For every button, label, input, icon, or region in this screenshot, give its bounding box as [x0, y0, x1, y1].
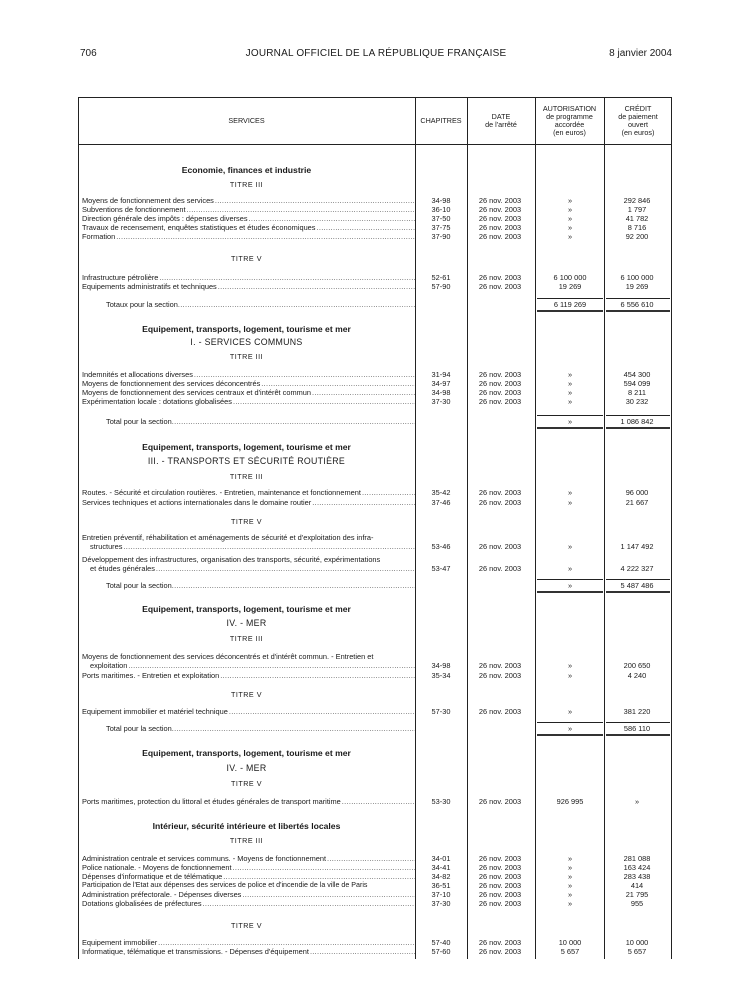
row-credit: 6 100 000 [620, 273, 654, 282]
row-credit: 92 200 [625, 232, 649, 241]
subsection-heading: III. - TRANSPORTS ET SÉCURITÉ ROUTIÈRE [147, 456, 346, 466]
row-date: 26 nov. 2003 [478, 223, 522, 232]
titre-heading: TITRE V [230, 517, 263, 526]
row-date: 26 nov. 2003 [478, 370, 522, 379]
row-chapitre: 36-10 [431, 205, 451, 214]
row-autorisation: » [567, 214, 573, 223]
row-label: Informatique, télématique et transmissions. - Dépenses d'équipement ..... [82, 947, 415, 956]
titre-heading: TITRE III [229, 180, 264, 189]
row-chapitre: 57-30 [431, 707, 451, 716]
titre-heading: TITRE V [230, 254, 263, 263]
row-autorisation: » [567, 872, 573, 881]
row-chapitre: 34-41 [431, 863, 451, 872]
row-date: 26 nov. 2003 [478, 947, 522, 956]
row-credit: 19 269 [625, 282, 649, 291]
row-label: Dotations globalisées de préfectures ..... [82, 899, 415, 908]
row-date: 26 nov. 2003 [478, 282, 522, 291]
total-autorisation: 6 119 269 [553, 300, 587, 309]
row-chapitre: 31-94 [431, 370, 451, 379]
titre-heading: TITRE V [230, 690, 263, 699]
total-credit: 5 487 486 [620, 581, 654, 590]
row-chapitre: 57-60 [431, 947, 451, 956]
col-header-autorisation: AUTORISATION de programme accordée (en euros) [542, 103, 597, 137]
total-autorisation: » [567, 581, 573, 590]
row-credit: 283 438 [623, 872, 651, 881]
row-chapitre: 37-75 [431, 223, 451, 232]
row-chapitre: 35-42 [431, 488, 451, 497]
row-date: 26 nov. 2003 [478, 498, 522, 507]
row-credit: 21 667 [625, 498, 649, 507]
section-heading: Intérieur, sécurité intérieure et libertés locales [152, 821, 341, 831]
row-credit: 4 222 327 [620, 564, 654, 573]
row-chapitre: 57-90 [431, 282, 451, 291]
row-chapitre: 53-30 [431, 797, 451, 806]
row-date: 26 nov. 2003 [478, 196, 522, 205]
col-header-credit: CRÉDIT de paiement ouvert (en euros) [618, 103, 658, 137]
row-autorisation: » [567, 196, 573, 205]
titre-heading: TITRE V [230, 779, 263, 788]
credits-table [78, 97, 672, 959]
row-chapitre: 52-61 [431, 273, 451, 282]
row-date: 26 nov. 2003 [478, 232, 522, 241]
row-autorisation: » [567, 854, 573, 863]
row-credit: 414 [630, 881, 644, 890]
row-label: Equipements administratifs et techniques ..... [82, 282, 415, 291]
total-credit: 6 556 610 [620, 300, 654, 309]
row-credit: 4 240 [627, 671, 647, 680]
row-chapitre: 37-46 [431, 498, 451, 507]
row-autorisation: 926 995 [556, 797, 584, 806]
section-heading: Equipement, transports, logement, tourisme et mer [142, 442, 351, 452]
section-heading: Economie, finances et industrie [181, 165, 312, 175]
row-credit: 5 657 [627, 947, 647, 956]
row-autorisation: 5 657 [560, 947, 580, 956]
row-label-continued: structures ..... [90, 542, 415, 551]
row-autorisation: » [567, 498, 573, 507]
row-credit: 200 650 [623, 661, 651, 670]
row-credit: 8 211 [628, 388, 646, 397]
row-chapitre: 37-10 [431, 890, 451, 899]
row-credit: 21 795 [625, 890, 649, 899]
row-date: 26 nov. 2003 [478, 214, 522, 223]
total-autorisation: » [567, 417, 573, 426]
row-chapitre: 37-30 [431, 899, 451, 908]
col-header-services: SERVICES [228, 115, 265, 125]
row-label: Développement des infrastructures, organisation des transports, sécurité, expérimentations [82, 555, 381, 564]
row-label: Indemnités et allocations diverses ..... [82, 370, 415, 379]
row-chapitre: 57-40 [431, 938, 451, 947]
row-autorisation: » [567, 564, 573, 573]
row-chapitre: 53-47 [431, 564, 451, 573]
row-label: Police nationale. - Moyens de fonctionnement ..... [82, 863, 415, 872]
row-credit: 454 300 [623, 370, 651, 379]
total-label: Total pour la section ..... [106, 417, 415, 426]
row-chapitre: 34-97 [431, 379, 451, 388]
row-credit: 10 000 [625, 938, 649, 947]
row-credit: 8 716 [627, 223, 647, 232]
row-autorisation: » [567, 890, 573, 899]
row-label: Participation de l'Etat aux dépenses des services de police et d'incendie de la ville de Paris [82, 881, 368, 889]
row-date: 26 nov. 2003 [478, 899, 522, 908]
section-heading: Equipement, transports, logement, tourisme et mer [142, 604, 351, 614]
row-label: Ports maritimes. - Entretien et exploitation ..... [82, 671, 415, 680]
journal-title: JOURNAL OFFICIEL DE LA RÉPUBLIQUE FRANÇAISE [245, 48, 507, 59]
row-chapitre: 34-01 [431, 854, 451, 863]
row-date: 26 nov. 2003 [478, 890, 522, 899]
col-header-date: DATE de l'arrêté [485, 111, 517, 129]
row-autorisation: » [567, 232, 573, 241]
row-chapitre: 37-30 [431, 397, 451, 406]
row-date: 26 nov. 2003 [478, 379, 522, 388]
row-autorisation: » [567, 661, 573, 670]
total-credit: 586 110 [623, 724, 651, 733]
row-chapitre: 34-98 [431, 661, 451, 670]
row-autorisation: » [567, 388, 573, 397]
row-autorisation: » [567, 863, 573, 872]
titre-heading: TITRE III [229, 634, 264, 643]
row-label: Routes. - Sécurité et circulation routières. - Entretien, maintenance et fonctionnement ..... [82, 488, 415, 497]
titre-heading: TITRE III [229, 352, 264, 361]
row-credit: 381 220 [623, 707, 651, 716]
row-label: Infrastructure pétrolière ..... [82, 273, 415, 282]
row-autorisation: » [567, 488, 573, 497]
publication-date: 8 janvier 2004 [609, 48, 672, 59]
row-credit: 281 088 [623, 854, 651, 863]
row-label-continued: exploitation ..... [90, 661, 415, 670]
titre-heading: TITRE III [229, 836, 264, 845]
row-autorisation: » [567, 542, 573, 551]
row-label: Subventions de fonctionnement ..... [82, 205, 415, 214]
row-date: 26 nov. 2003 [478, 881, 522, 890]
row-label: Administration centrale et services communs. - Moyens de fonctionnement ..... [82, 854, 415, 863]
row-chapitre: 35-34 [431, 671, 451, 680]
subsection-heading: IV. - MER [226, 763, 267, 773]
row-chapitre: 37-50 [431, 214, 451, 223]
row-credit: 30 232 [625, 397, 649, 406]
row-credit: 292 846 [623, 196, 651, 205]
row-date: 26 nov. 2003 [478, 863, 522, 872]
row-date: 26 nov. 2003 [478, 542, 522, 551]
row-date: 26 nov. 2003 [478, 872, 522, 881]
row-autorisation: 19 269 [558, 282, 582, 291]
row-credit: » [634, 797, 640, 806]
row-chapitre: 34-82 [431, 872, 451, 881]
row-credit: 1 797 [627, 205, 647, 214]
total-autorisation: » [567, 724, 573, 733]
page-header [80, 48, 672, 64]
page-number: 706 [80, 48, 97, 59]
row-label: Moyens de fonctionnement des services ..... [82, 196, 415, 205]
row-date: 26 nov. 2003 [478, 854, 522, 863]
row-label: Expérimentation locale : dotations globalisées ..... [82, 397, 415, 406]
row-date: 26 nov. 2003 [478, 488, 522, 497]
row-label: Equipement immobilier et matériel technique ..... [82, 707, 415, 716]
row-label-continued: et études générales ..... [90, 564, 415, 573]
row-credit: 955 [630, 899, 644, 908]
total-label: Total pour la section ..... [106, 581, 415, 590]
total-label: Total pour la section ..... [106, 724, 415, 733]
row-autorisation: 10 000 [558, 938, 582, 947]
row-label: Direction générale des impôts : dépenses diverses ..... [82, 214, 415, 223]
row-label: Equipement immobilier ..... [82, 938, 415, 947]
row-date: 26 nov. 2003 [478, 797, 522, 806]
row-autorisation: » [567, 379, 573, 388]
row-label: Services techniques et actions internationales dans le domaine routier ..... [82, 498, 415, 507]
row-chapitre: 53-46 [431, 542, 451, 551]
row-label: Moyens de fonctionnement des services déconcentrés et d'intérêt commun. - Entretien et [82, 652, 374, 661]
row-credit: 96 000 [625, 488, 649, 497]
row-label: Ports maritimes, protection du littoral et études générales de transport maritime ..... [82, 797, 415, 806]
row-chapitre: 37-90 [431, 232, 451, 241]
row-credit: 594 099 [623, 379, 651, 388]
row-autorisation: » [567, 707, 573, 716]
row-label: Formation ..... [82, 232, 415, 241]
row-autorisation: » [567, 899, 573, 908]
section-heading: Equipement, transports, logement, tourisme et mer [142, 324, 351, 334]
row-autorisation: » [567, 205, 573, 214]
subsection-heading: I. - SERVICES COMMUNS [190, 337, 303, 347]
row-chapitre: 34-98 [431, 196, 451, 205]
row-date: 26 nov. 2003 [478, 671, 522, 680]
row-autorisation: » [567, 370, 573, 379]
row-label: Moyens de fonctionnement des services centraux et d'intérêt commun ..... [82, 388, 415, 397]
row-credit: 163 424 [623, 863, 651, 872]
row-date: 26 nov. 2003 [478, 397, 522, 406]
row-chapitre: 36-51 [431, 881, 451, 890]
row-date: 26 nov. 2003 [478, 388, 522, 397]
row-date: 26 nov. 2003 [478, 273, 522, 282]
row-autorisation: » [567, 223, 573, 232]
row-label: Dépenses d'informatique et de télématique ..... [82, 872, 415, 881]
row-label: Administration préfectorale. - Dépenses diverses ..... [82, 890, 415, 899]
total-label: Totaux pour la section ..... [106, 300, 415, 309]
row-date: 26 nov. 2003 [478, 205, 522, 214]
table-body [78, 144, 672, 959]
row-date: 26 nov. 2003 [478, 564, 522, 573]
subsection-heading: IV. - MER [226, 618, 267, 628]
row-autorisation: » [567, 671, 573, 680]
titre-heading: TITRE III [229, 472, 264, 481]
row-label: Travaux de recensement, enquêtes statistiques et études économiques ..... [82, 223, 415, 232]
row-autorisation: 6 100 000 [553, 273, 587, 282]
row-credit: 1 147 492 [620, 542, 654, 551]
col-header-chapitres: CHAPITRES [420, 115, 462, 125]
row-date: 26 nov. 2003 [478, 938, 522, 947]
row-autorisation: » [567, 881, 573, 890]
titre-heading: TITRE V [230, 921, 263, 930]
section-heading: Equipement, transports, logement, tourisme et mer [142, 748, 351, 758]
row-label: Moyens de fonctionnement des services déconcentrés ..... [82, 379, 415, 388]
row-chapitre: 34-98 [431, 388, 451, 397]
row-credit: 41 782 [625, 214, 649, 223]
row-date: 26 nov. 2003 [478, 707, 522, 716]
total-credit: 1 086 842 [620, 417, 654, 426]
row-label: Entretien préventif, réhabilitation et aménagements de sécurité et d'exploitation des infra- [82, 533, 374, 542]
row-autorisation: » [567, 397, 573, 406]
row-date: 26 nov. 2003 [478, 661, 522, 670]
